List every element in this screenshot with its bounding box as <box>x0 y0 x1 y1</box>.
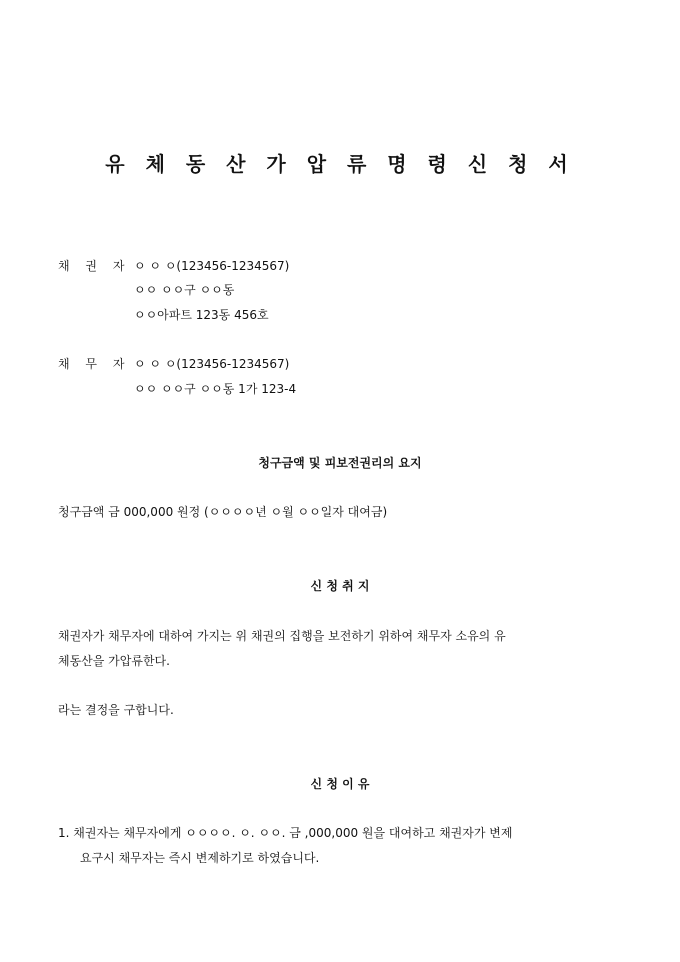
claim-section-heading: 청구금액 및 피보전권리의 요지 <box>258 456 422 470</box>
purpose-closing-text: 라는 결정을 구합니다. <box>58 703 174 717</box>
creditor-name-line: ㅇ ㅇ ㅇ(123456-1234567) <box>134 259 290 273</box>
purpose-section-heading: 신 청 취 지 <box>310 579 370 593</box>
document-title: 유 체 동 산 가 압 류 명 령 신 청 서 <box>105 152 575 176</box>
purpose-text-line1: 채권자가 채무자에 대하여 가지는 위 채권의 집행을 보전하기 위하여 채무자 소유의 유 <box>58 629 506 643</box>
debtor-address-line1: ㅇㅇ ㅇㅇ구 ㅇㅇ동 1가 123-4 <box>134 382 297 396</box>
creditor-label: 채 권 자 <box>58 259 131 273</box>
claim-amount-text: 청구금액 금 000,000 원정 (ㅇㅇㅇㅇ년 ㅇ월 ㅇㅇ일자 대여금) <box>58 505 388 519</box>
creditor-address-line1: ㅇㅇ ㅇㅇ구 ㅇㅇ동 <box>134 283 235 297</box>
debtor-label: 채 무 자 <box>58 357 131 371</box>
reason-section-heading: 신 청 이 유 <box>310 777 370 791</box>
purpose-text-line2: 체동산을 가압류한다. <box>58 654 170 668</box>
debtor-name-line: ㅇ ㅇ ㅇ(123456-1234567) <box>134 357 290 371</box>
reason-item1-line2: 요구시 채무자는 즉시 변제하기로 하였습니다. <box>80 851 320 865</box>
reason-item1-line1: 1. 채권자는 채무자에게 ㅇㅇㅇㅇ. ㅇ. ㅇㅇ. 금 ,000,000 원을 대여하고 채권자가 변제 <box>58 826 513 840</box>
creditor-address-line2: ㅇㅇ아파트 123동 456호 <box>134 308 269 322</box>
